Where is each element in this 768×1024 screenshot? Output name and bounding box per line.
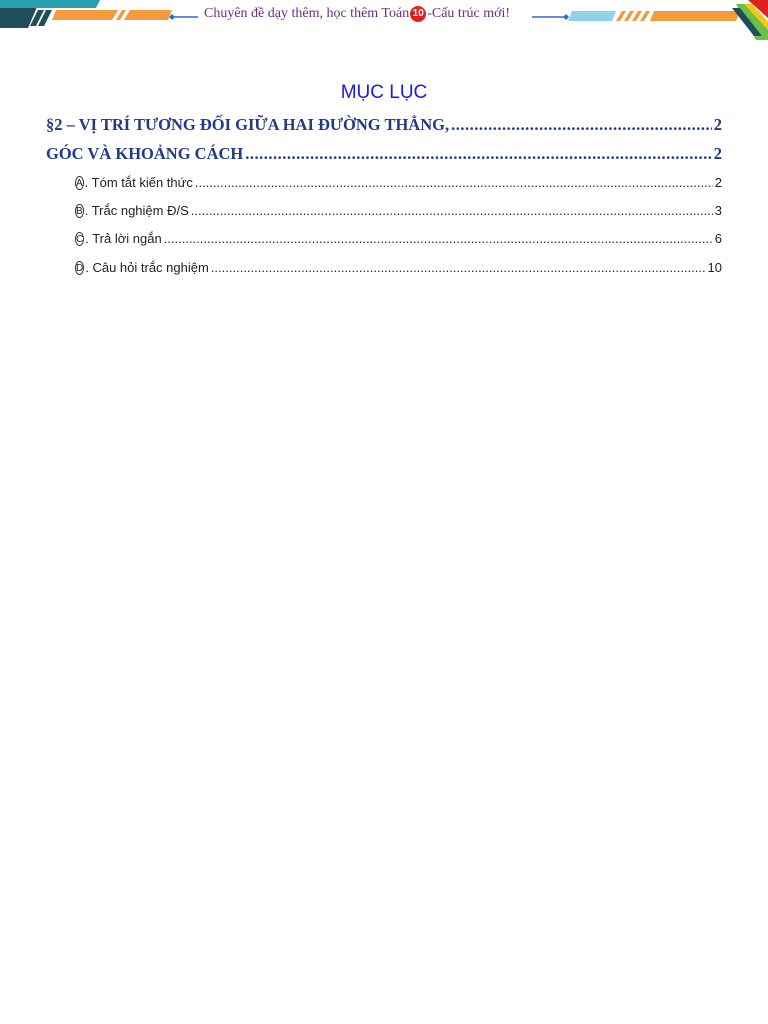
toc-leader-dots [191,203,713,218]
toc-sub-entry[interactable] [75,260,722,276]
toc-page-number: 6 [714,231,722,246]
toc-sub-entry-text: . Trả lời ngắn [85,231,162,246]
page-header-band [0,0,768,40]
toc-page-number: 2 [713,144,722,163]
toc-title: MỤC LỤC [340,82,428,103]
toc-main-entry-text: §2 – VỊ TRÍ TƯƠNG ĐỐI GIỮA HAI ĐƯỜNG THẲNG, [46,115,450,134]
toc-main-entry[interactable] [46,115,722,135]
header-text-after: -Cấu trúc mới! [427,6,511,21]
toc-leader-dots [211,260,706,275]
toc-sub-entry-text: . Câu hỏi trắc nghiệm [85,260,209,275]
toc-main-entry-text: GÓC VÀ KHOẢNG CÁCH [46,144,244,163]
toc-page-number: 2 [714,175,722,190]
toc-page-number: 10 [707,260,722,275]
toc-main-entry[interactable] [46,144,722,164]
circled-letter-d-icon: D [76,263,84,274]
toc-page-number: 3 [714,203,722,218]
toc-leader-dots [195,175,713,190]
toc-sub-entry-text: . Trắc nghiệm Đ/S [84,203,189,218]
header-title [204,6,510,22]
circled-letter-b-icon: B [76,206,83,217]
toc-sub-entry-text: . Tóm tắt kiến thức [84,175,193,190]
toc-sub-entry[interactable] [75,175,722,191]
grade-badge: 10 [410,6,426,22]
toc-sub-entry[interactable] [75,231,722,247]
toc-leader-dots [164,231,713,246]
circled-letter-c-icon: C [76,234,84,245]
toc-sub-entry[interactable] [75,203,722,219]
circled-letter-a-icon: A [76,178,83,189]
toc-leader-dots [451,115,712,135]
toc-leader-dots [245,144,712,164]
toc-page-number: 2 [713,115,722,134]
header-text-before: Chuyên đề dạy thêm, học thêm Toán [204,6,410,21]
